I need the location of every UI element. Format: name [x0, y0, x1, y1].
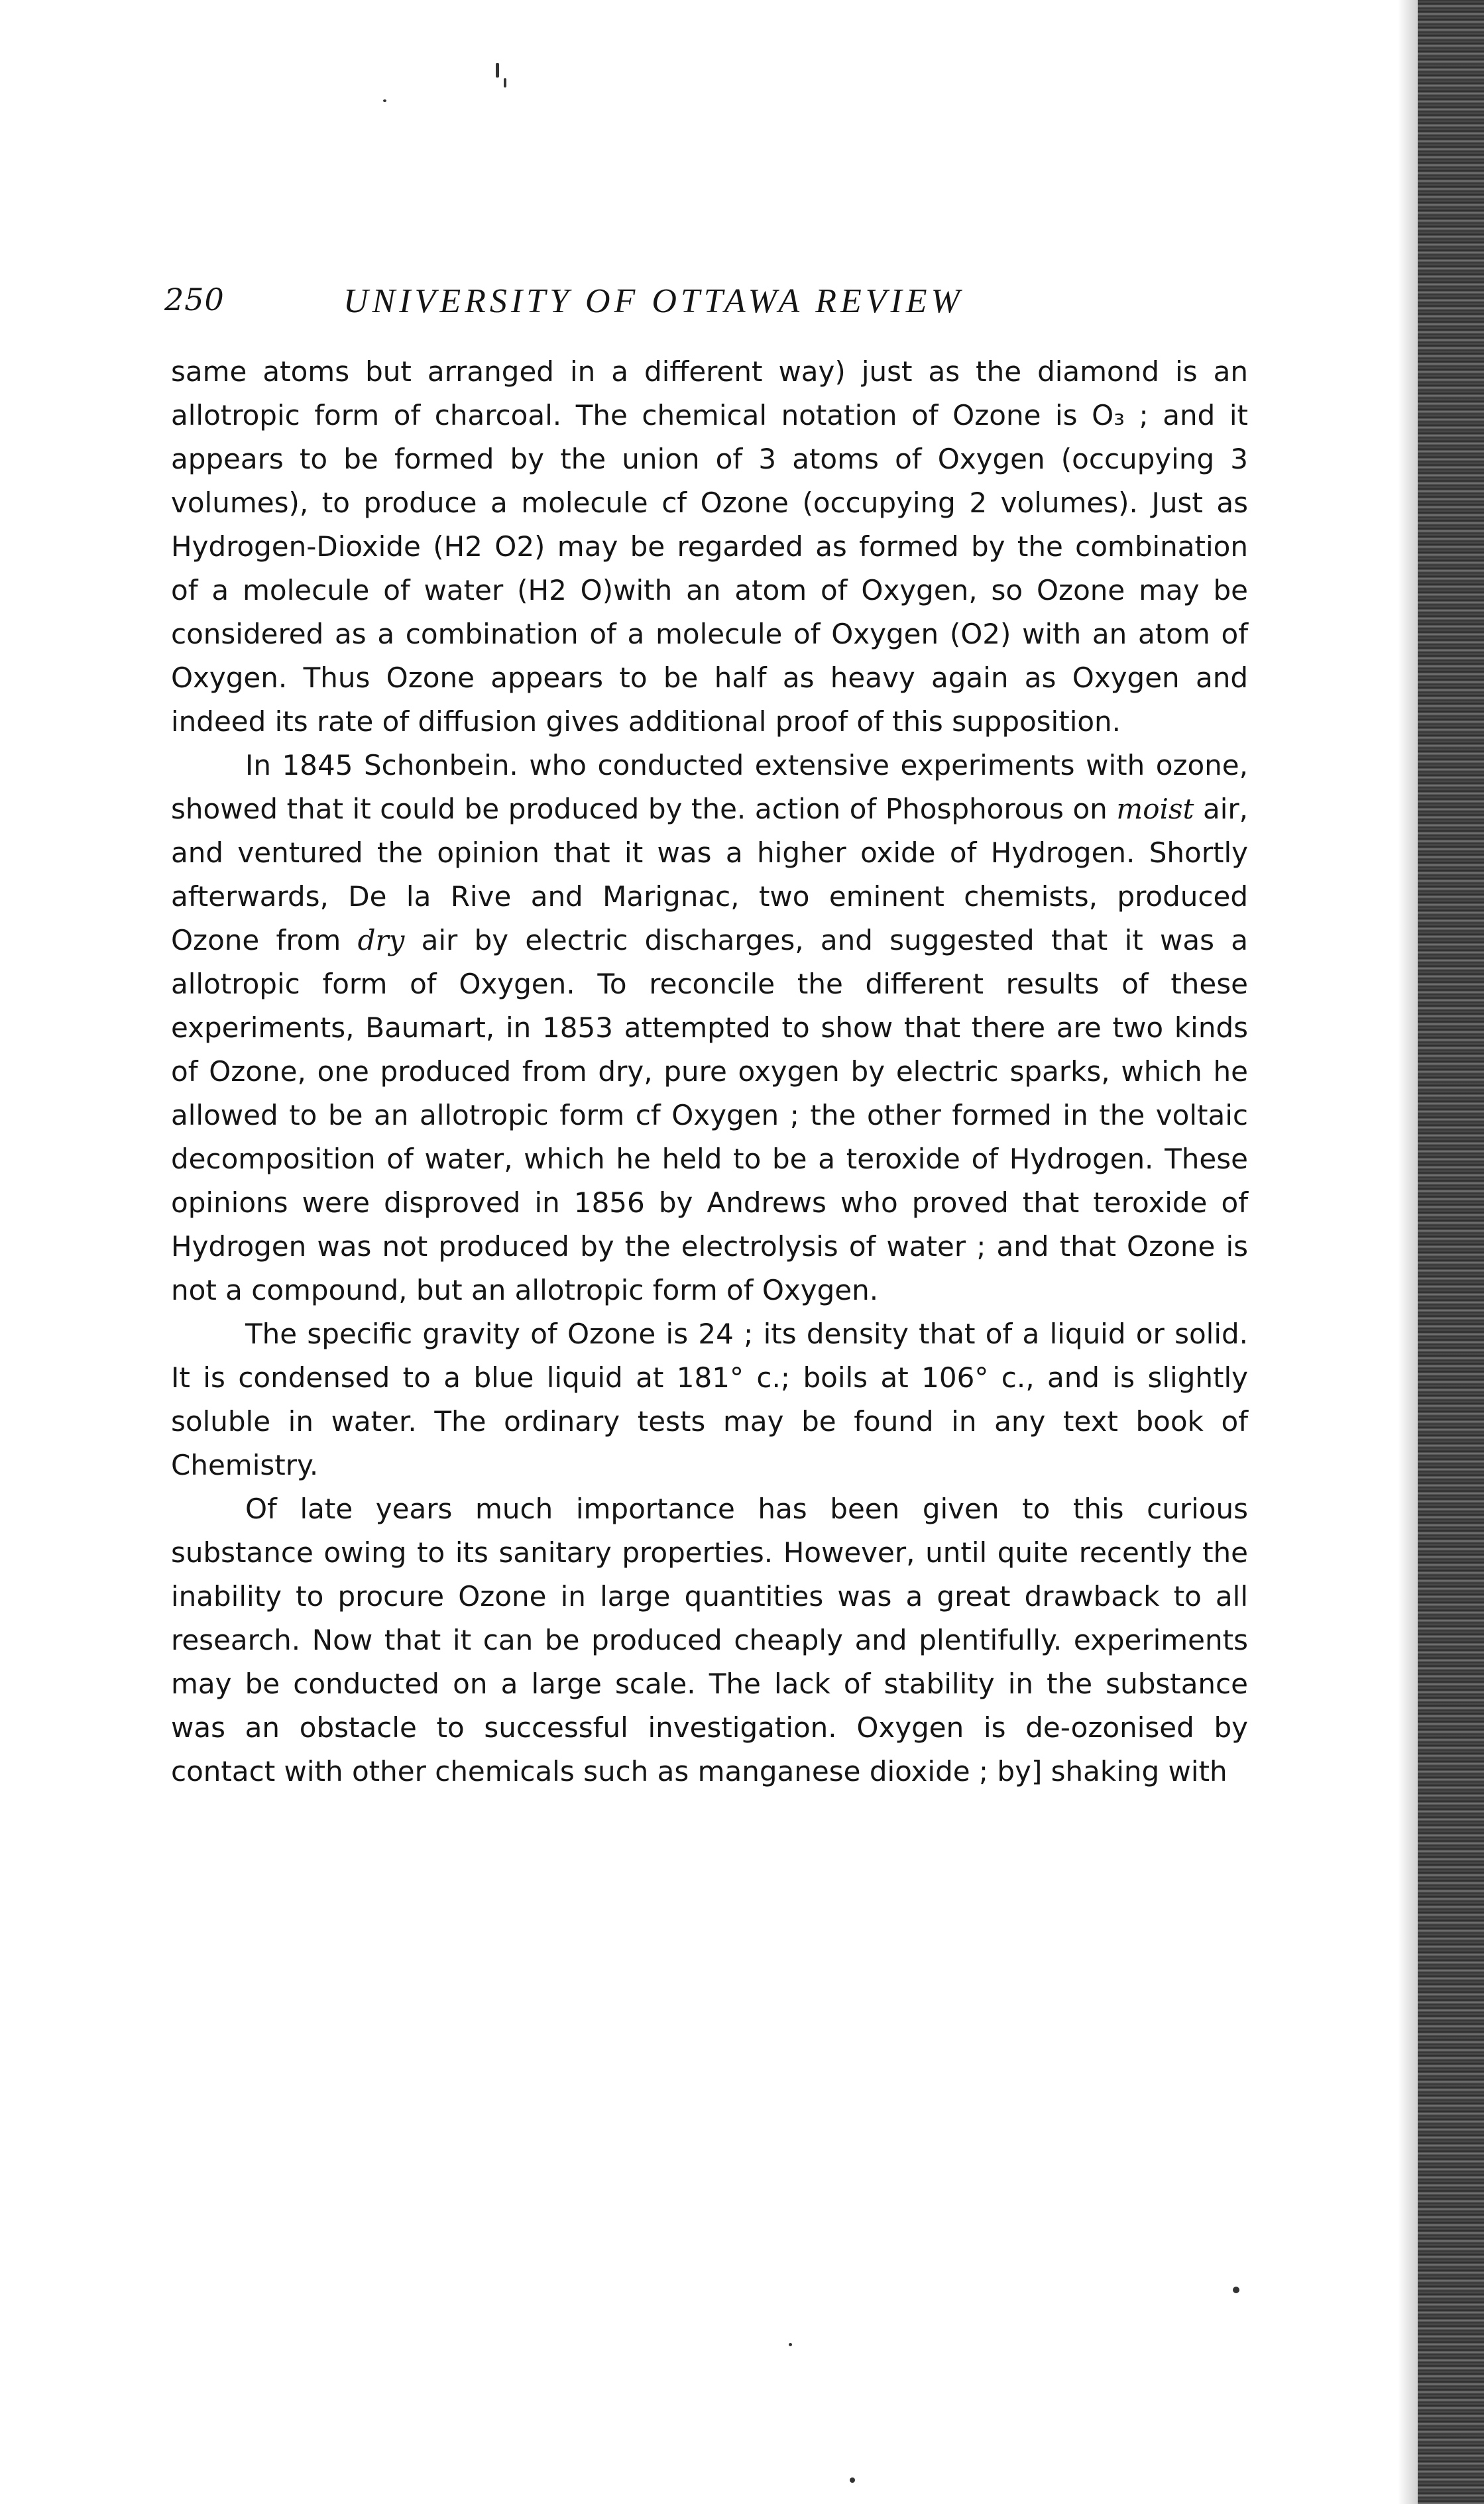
paragraph-history-text: air by electric discharges, and suggested that it was a allotropic form of Oxygen. To reconcile the different results of these experiments, Baumart, in 1853 attempted to show that there are two kinds of Ozone, one produced from dry, pure oxygen by electric sparks, which he allowed to be an allotropic form cf Oxygen ; the other formed in the voltaic decomposition of water, which he held to be a teroxide of Hydrogen. These opinions were disproved in 1856 by Andrews who proved that teroxide of Hydrogen was not produced by the electrolysis of water ; and that Ozone is not a compound, but an allotropic form of Oxygen.	[171, 924, 1249, 1306]
ink-speck	[850, 2477, 855, 2483]
page-header	[164, 282, 1145, 328]
ink-speck	[496, 63, 499, 78]
emphasis-moist: moist	[1116, 793, 1194, 825]
paragraph-history-text: In 1845 Schonbein. who conducted extensive experiments with ozone, showed that it could be produced by the. action of Phosphorous on	[171, 749, 1248, 825]
page-number: 250	[164, 282, 225, 317]
paragraph-history-text: air, and ventured the opinion that it was a higher oxide of Hydrogen. Shortly afterwards, De la Rive and Marignac, two eminent chemists, produced Ozone from	[171, 793, 1249, 956]
running-head: UNIVERSITY OF OTTAWA REVIEW	[343, 282, 964, 320]
page-binding-edge	[1418, 0, 1484, 2504]
ink-speck	[789, 2343, 792, 2346]
paragraph-properties: The specific gravity of Ozone is 24 ; its density that of a liquid or solid. It is condensed to a blue liquid at 181° c.; boils at 106° c., and is slightly soluble in water. The ordinary tests may be found in any text book of Chemistry.	[171, 1318, 1248, 1481]
binding-shadow	[1398, 0, 1418, 2504]
paragraph-history	[171, 744, 1248, 1312]
article-body	[171, 350, 1248, 1793]
emphasis-dry: dry	[357, 924, 405, 956]
paragraph-sanitary: Of late years much importance has been given to this curious substance owing to its sanitary properties. However, until quite recently the inability to procure Ozone in large quantities was a great drawback to all research. Now that it can be produced cheaply and plentifully. experiments may be conducted on a large scale. The lack of stability in the substance was an obstacle to successful investigation. Oxygen is de-ozonised by contact with other chemicals such as manganese dioxide ; by] shaking with	[171, 1493, 1248, 1788]
ink-speck	[504, 78, 506, 87]
ink-speck	[1233, 2287, 1239, 2293]
ink-speck	[383, 99, 386, 102]
paragraph-continued: same atoms but arranged in a different way) just as the diamond is an allotropic form of charcoal. The chemical notation of Ozone is O₃ ; and it appears to be formed by the union of 3 atoms of Oxygen (occupying 3 volumes), to produce a molecule cf Ozone (occupying 2 volumes). Just as Hydrogen-Dioxide (H2 O2) may be regarded as formed by the combination of a molecule of water (H2 O)with an atom of Oxygen, so Ozone may be considered as a combination of a molecule of Oxygen (O2) with an atom of Oxygen. Thus Ozone appears to be half as heavy again as Oxygen and indeed its rate of diffusion gives additional proof of this supposition.	[171, 355, 1248, 738]
